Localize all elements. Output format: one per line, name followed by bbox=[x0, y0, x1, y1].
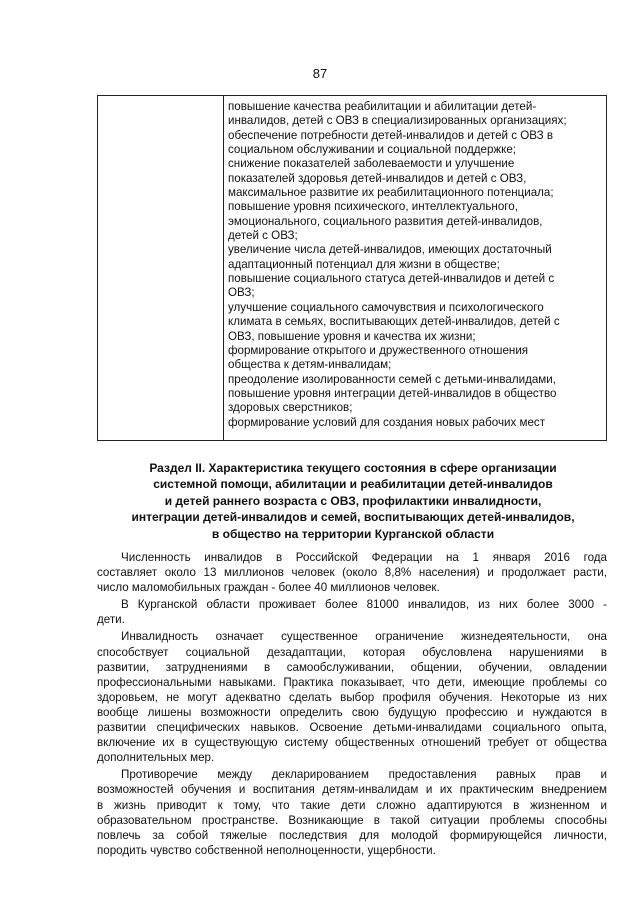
paragraph-line: развитии, затруднениями в самообслуживании, общении, обучении, овладении bbox=[97, 660, 607, 674]
paragraph-line: Противоречие между декларированием предоставления равных прав и bbox=[121, 768, 607, 782]
paragraph-line: вообще лишены возможности определить свою будущую профессию и нуждаются в bbox=[97, 705, 607, 719]
table-line: ОВЗ, повышение уровня и качества их жизни; bbox=[228, 329, 476, 343]
paragraph-line: дети. bbox=[97, 613, 125, 627]
paragraph-line: Численность инвалидов в Российской Федерации на 1 января 2016 года bbox=[121, 551, 607, 564]
heading-line: в общество на территории Курганской области bbox=[211, 526, 495, 541]
table-line: показателей здоровья детей-инвалидов и детей с ОВЗ, bbox=[228, 171, 527, 185]
table-line: формирование открытого и дружественного отношения bbox=[228, 343, 529, 357]
table-line: здоровых сверстников; bbox=[228, 401, 353, 415]
paragraph-population bbox=[97, 550, 607, 595]
paragraph-line: В Курганской области проживает более 81000 инвалидов, из них более 3000 - bbox=[121, 598, 607, 612]
table-line: повышение качества реабилитации и абилитации детей- bbox=[228, 100, 537, 113]
paragraph-line: включение их в существующую систему общественных отношений требует от общества bbox=[97, 736, 607, 750]
table-line: улучшение социального самочувствия и психологического bbox=[228, 300, 544, 314]
paragraph-line: образовательном пространстве. Возникающие в такой ситуации проблемы способны bbox=[97, 813, 607, 827]
table-line: адаптационный потенциал для жизни в обществе; bbox=[228, 257, 500, 271]
paragraph-line: здоровьем, не могут адекватно сделать выбор профиля обучения. Некоторые из них bbox=[97, 690, 607, 704]
paragraph-line: повлечь за собой тяжелые последствия для молодой формирующейся личности, bbox=[97, 828, 607, 842]
table-line: ОВЗ; bbox=[228, 286, 255, 300]
table-line: максимальное развитие их реабилитационного потенциала; bbox=[228, 186, 554, 200]
table-line: обеспечение потребности детей-инвалидов и детей с ОВЗ в bbox=[228, 128, 554, 142]
table-line: повышение уровня психического, интеллектуального, bbox=[228, 200, 518, 214]
table-line: формирование условий для создания новых рабочих мест bbox=[228, 415, 546, 429]
heading-line: системной помощи, абилитации и реабилитации детей-инвалидов bbox=[153, 477, 553, 492]
page-number: 87 bbox=[312, 66, 328, 81]
table-line: климата в семьях, воспитывающих детей-инвалидов, детей с bbox=[228, 315, 560, 329]
table-line: повышение социального статуса детей-инвалидов и детей с bbox=[228, 272, 555, 286]
goals-table bbox=[97, 95, 607, 441]
table-line: инвалидов, детей с ОВЗ в специализированных организациях; bbox=[228, 114, 567, 128]
table-line: эмоционального, социального развития детей-инвалидов, bbox=[228, 214, 543, 228]
paragraph-line: число маломобильных граждан - более 40 миллионов человек. bbox=[97, 581, 440, 595]
heading-line: интеграции детей-инвалидов и семей, воспитывающих детей-инвалидов, bbox=[131, 510, 575, 525]
paragraph-line: способствует социальной дезадаптации, которая обусловлена нарушениями в bbox=[97, 645, 607, 659]
paragraph-line: Инвалидность означает существенное ограничение жизнедеятельности, она bbox=[121, 630, 607, 644]
table-line: общества к детям-инвалидам; bbox=[228, 358, 392, 372]
table-line: снижение показателей заболеваемости и улучшение bbox=[228, 157, 515, 171]
table-right-cell bbox=[228, 100, 604, 430]
body-text bbox=[97, 550, 607, 858]
paragraph-line: составляет около 13 миллионов человек (около 8,8% населения) и продолжает расти, bbox=[97, 566, 607, 580]
paragraph-line: в жизнь приводит к тому, что такие дети сложно адаптируются в жизненном и bbox=[97, 798, 607, 812]
table-line: преодоление изолированности семей с детьми-инвалидами, bbox=[228, 372, 556, 386]
table-line: детей с ОВЗ; bbox=[228, 229, 298, 243]
paragraph-contradiction bbox=[97, 767, 607, 858]
paragraph-line: породить чувство собственной неполноценности, ущербности. bbox=[97, 843, 436, 857]
paragraph-line: профессиональными навыками. Практика показывает, что дети, имеющие проблемы со bbox=[97, 675, 607, 689]
paragraph-line: возможностей обучения и воспитания детям-инвалидам и их практическим внедрением bbox=[97, 783, 607, 797]
table-column-divider bbox=[223, 96, 224, 440]
table-line: социальном обслуживании и социальной поддержке; bbox=[228, 143, 517, 157]
paragraph-disability bbox=[97, 629, 607, 765]
heading-line: Раздел II. Характеристика текущего состояния в сфере организации bbox=[149, 461, 557, 475]
paragraph-line: дополнительных мер. bbox=[97, 751, 215, 765]
paragraph-line: развитии специфических навыков. Освоение детьми-инвалидами социального опыта, bbox=[97, 721, 607, 735]
heading-line: и детей раннего возраста с ОВЗ, профилактики инвалидности, bbox=[164, 493, 542, 508]
table-line: увеличение числа детей-инвалидов, имеющих достаточный bbox=[228, 243, 552, 257]
paragraph-kurgan bbox=[97, 597, 607, 627]
table-line: повышение уровня интеграции детей-инвалидов в общество bbox=[228, 386, 557, 400]
section-heading bbox=[93, 460, 613, 542]
